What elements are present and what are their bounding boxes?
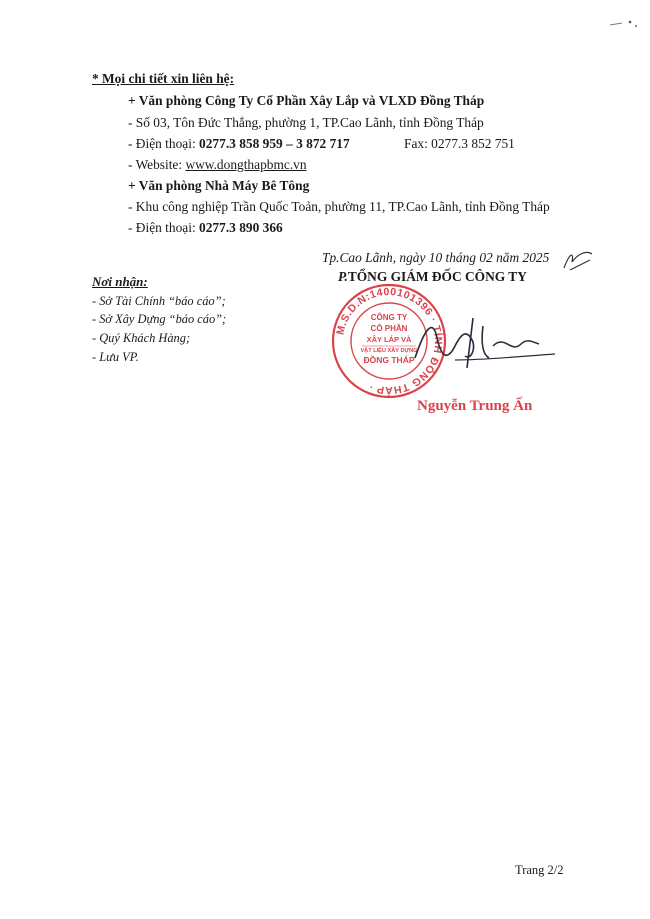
office2-address: - Khu công nghiệp Trần Quốc Toản, phường 11, TP.Cao Lãnh, tỉnh Đồng Tháp bbox=[128, 199, 550, 214]
office1-phone-label: - Điện thoại: bbox=[128, 136, 200, 151]
seal-line2: CỔ PHẦN bbox=[370, 324, 408, 333]
place-date: Tp.Cao Lãnh, ngày 10 tháng 02 năm 2025 bbox=[322, 250, 550, 265]
office1-title: + Văn phòng Công Ty Cổ Phần Xây Lắp và VLXD Đồng Tháp bbox=[128, 93, 485, 108]
office1-phone-value: 0277.3 858 959 – 3 872 717 bbox=[199, 136, 350, 151]
office1-phone bbox=[128, 137, 350, 150]
recipient-item: - Sở Xây Dựng “báo cáo”; bbox=[92, 312, 227, 326]
website-link[interactable]: www.dongthapbmc.vn bbox=[185, 157, 307, 172]
signer-name: Nguyễn Trung Ấn bbox=[417, 398, 533, 414]
contact-intro-text: * Mọi chi tiết xin liên hệ: bbox=[92, 71, 235, 86]
position-text: TỔNG GIÁM ĐỐC CÔNG TY bbox=[347, 269, 527, 284]
office1-fax: Fax: 0277.3 852 751 bbox=[404, 136, 515, 151]
contact-intro bbox=[92, 72, 234, 85]
recipient-item: - Lưu VP. bbox=[92, 350, 139, 364]
position-prefix: P. bbox=[338, 269, 348, 284]
website-label: - Website: bbox=[128, 157, 186, 172]
page-number: Trang 2/2 bbox=[515, 863, 564, 877]
office1-address: - Số 03, Tôn Đức Thắng, phường 1, TP.Cao Lãnh, tỉnh Đồng Tháp bbox=[128, 115, 484, 130]
office2-phone bbox=[128, 221, 283, 234]
seal-line3: XÂY LẮP VÀ bbox=[366, 335, 412, 344]
website bbox=[128, 158, 307, 171]
seal-outer-text: M.S.D.N:1400101396 · TỈNH ĐỒNG THÁP · bbox=[334, 285, 445, 397]
recipient-item: - Quý Khách Hàng; bbox=[92, 331, 191, 345]
scan-mark bbox=[608, 16, 638, 34]
office2-phone-label: - Điện thoại: bbox=[128, 220, 200, 235]
date-initial-mark bbox=[560, 248, 596, 279]
handwritten-signature bbox=[355, 298, 565, 388]
seal-line5: ĐỒNG THÁP bbox=[363, 355, 415, 365]
seal-line1: CÔNG TY bbox=[370, 313, 408, 322]
office2-phone-value: 0277.3 890 366 bbox=[199, 220, 283, 235]
recipients-heading: Nơi nhận: bbox=[92, 274, 148, 289]
office2-title: + Văn phòng Nhà Máy Bê Tông bbox=[128, 178, 310, 193]
seal-line4: VẬT LIỆU XÂY DỰNG bbox=[360, 348, 418, 354]
recipient-item: - Sở Tài Chính “báo cáo”; bbox=[92, 294, 226, 308]
